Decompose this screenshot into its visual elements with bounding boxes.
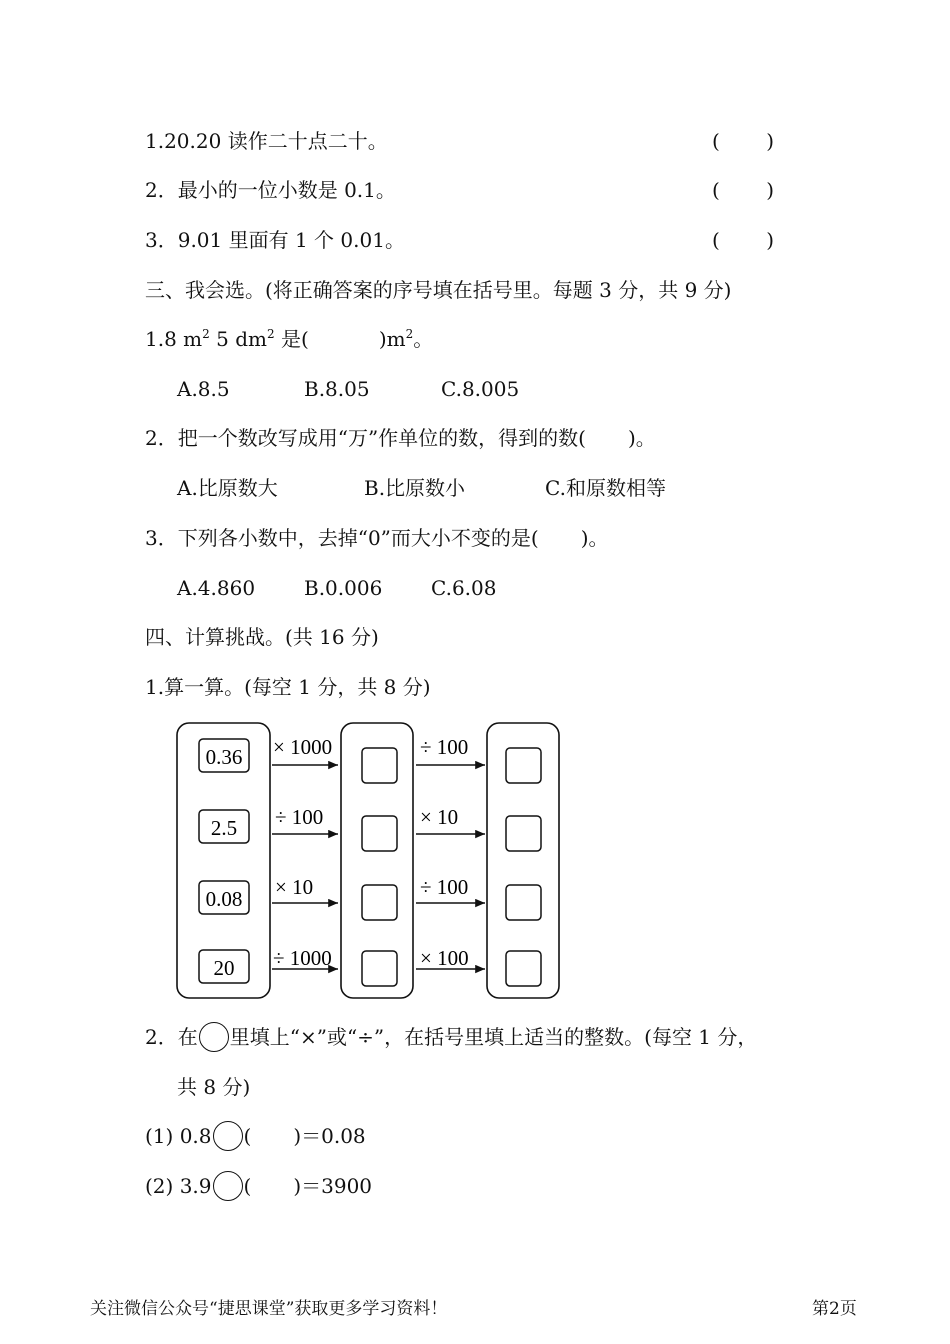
start-value-text: 2.5 [210,816,238,840]
section3-heading: 三、我会选。(将正确答案的序号填在括号里。每题 3 分，共 9 分) [145,278,732,302]
operation-label: × 10 [275,875,314,899]
operation-label: ÷ 100 [420,735,469,759]
operation-label: ÷ 100 [420,875,469,899]
answer-box[interactable] [362,951,397,986]
section3-q1: 1.8 $m^2$ 5 $dm^2$ 是( )$m^2$。 [145,327,434,351]
operation-label: ÷ 100 [275,805,324,829]
q3-option-b[interactable]: B.0.006 [304,576,383,600]
operation-label: × 100 [420,946,469,970]
paren-left: ( [712,129,720,153]
section4-sub2: 2．在 里填上“×”或“÷”，在括号里填上适当的整数。(每空 1 分， [145,1024,757,1052]
judge-item-1-answer-paren[interactable] [712,128,774,154]
judge-item-2-answer-paren[interactable] [712,177,774,203]
page-number: 第2页 [812,1299,857,1319]
section4-heading: 四、计算挑战。(共 16 分) [145,625,379,649]
answer-box[interactable] [506,816,541,851]
problem-2: (2) 3.9 ( )＝3900 [145,1173,372,1201]
q2-option-c[interactable]: C.和原数相等 [545,476,666,500]
q1-option-b[interactable]: B.8.05 [304,377,370,401]
judge-item-3-answer-paren[interactable] [712,227,774,253]
answer-box[interactable] [506,951,541,986]
q3-option-a[interactable]: A.4.860 [177,576,256,600]
q1-option-a[interactable]: A.8.5 [177,377,230,401]
answer-box[interactable] [362,885,397,920]
start-value-text: 0.36 [205,745,243,769]
operation-label: ÷ 1000 [273,946,332,970]
paren-left: ( [712,228,720,252]
q2-option-b[interactable]: B.比原数小 [364,476,466,500]
paren-right: ) [766,129,774,153]
section4-sub1: 1.算一算。(每空 1 分，共 8 分) [145,675,431,699]
operation-label: × 1000 [273,735,333,759]
operator-circle[interactable] [213,1121,243,1151]
judge-item-2-text: 2．最小的一位小数是 0.1。 [145,178,396,202]
answer-box[interactable] [362,816,397,851]
judge-item-1-text: 1.20.20 读作二十点二十。 [145,129,388,153]
q2-option-a[interactable]: A.比原数大 [177,476,278,500]
start-value-text: 0.08 [205,887,243,911]
q3-option-c[interactable]: C.6.08 [431,576,497,600]
operator-circle[interactable] [213,1171,243,1201]
paren-right: ) [766,178,774,202]
q1-option-c[interactable]: C.8.005 [441,377,520,401]
footer-promo: 关注微信公众号“捷思课堂”获取更多学习资料！ [90,1299,448,1319]
result-column [487,723,559,998]
answer-box[interactable] [362,748,397,783]
section3-q3: 3．下列各小数中，去掉“0”而大小不变的是( )。 [145,526,609,550]
start-value-text: 20 [213,956,235,980]
middle-column [341,723,413,998]
section3-q2: 2．把一个数改写成用“万”作单位的数，得到的数( )。 [145,426,656,450]
operation-label: × 10 [420,805,459,829]
paren-right: ) [766,228,774,252]
operator-circle[interactable] [199,1022,229,1052]
calculation-flow-diagram [0,710,950,1010]
paren-left: ( [712,178,720,202]
answer-box[interactable] [506,885,541,920]
section4-sub2-cont: 共 8 分) [177,1075,251,1099]
judge-item-3-text: 3．9.01 里面有 1 个 0.01。 [145,228,405,252]
answer-box[interactable] [506,748,541,783]
problem-1: (1) 0.8 ( )＝0.08 [145,1123,366,1151]
